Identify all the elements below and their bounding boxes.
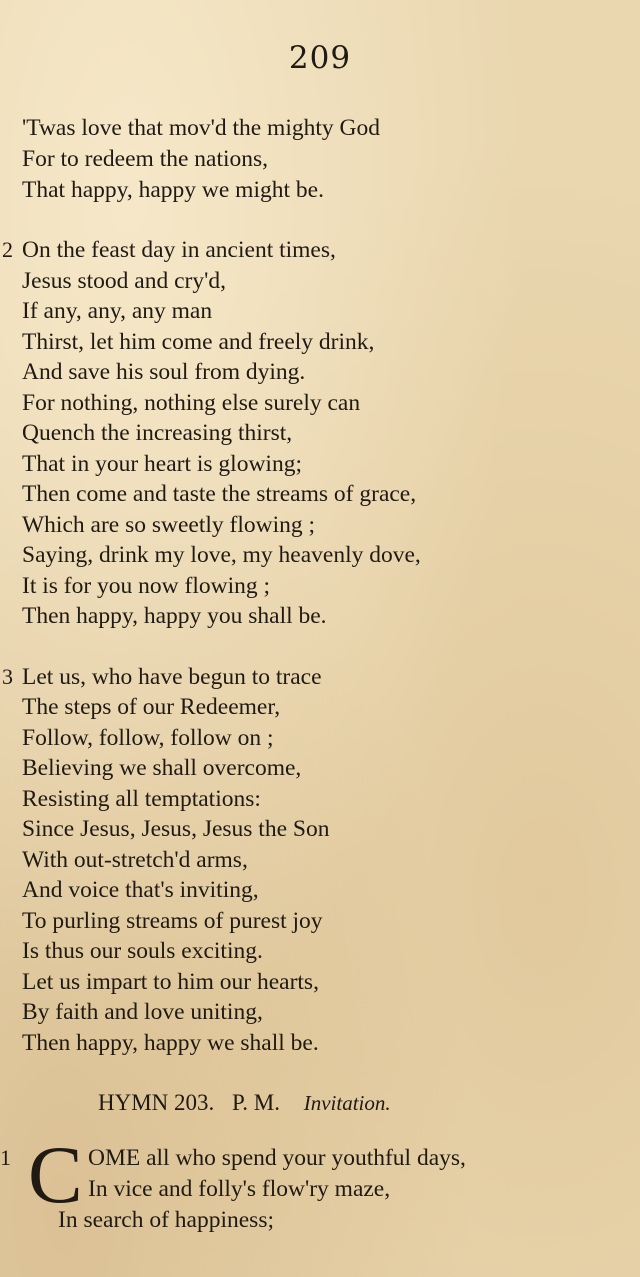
stanza-line: Follow, follow, follow on ;	[22, 725, 274, 751]
hymn-heading	[98, 1088, 391, 1118]
verse-number: 3	[2, 664, 13, 689]
stanza-line: Jesus stood and cry'd,	[22, 268, 226, 294]
stanza-line: Is thus our souls exciting.	[22, 938, 263, 964]
stanza-line: Then happy, happy we shall be.	[22, 1030, 319, 1056]
stanza-line: And voice that's inviting,	[22, 877, 259, 903]
stanza-line: Saying, drink my love, my heavenly dove,	[22, 542, 421, 568]
stanza-line: In search of happiness;	[58, 1207, 274, 1233]
stanza-line: Believing we shall overcome,	[22, 755, 302, 781]
stanza-line: Since Jesus, Jesus, Jesus the Son	[22, 816, 330, 842]
stanza-line: On the feast day in ancient times,	[22, 237, 336, 263]
hymn-meter: P. M.	[232, 1090, 280, 1115]
stanza-line: If any, any, any man	[22, 298, 213, 324]
stanza-line: And save his soul from dying.	[22, 359, 306, 385]
hymn-number: HYMN 203.	[98, 1090, 215, 1115]
stanza-line: That in your heart is glowing;	[22, 451, 302, 477]
stanza-line: Then happy, happy you shall be.	[22, 603, 327, 629]
drop-cap-letter: C	[28, 1129, 83, 1220]
stanza-line: In vice and folly's flow'ry maze,	[88, 1176, 391, 1202]
stanza-line: To purling streams of purest joy	[22, 908, 323, 934]
stanza-line: Then come and taste the streams of grace,	[22, 481, 417, 507]
stanza-line: Let us, who have begun to trace	[22, 664, 322, 690]
page-number: 209	[288, 40, 352, 76]
stanza-line: 'Twas love that mov'd the mighty God	[22, 115, 380, 141]
stanza-line: Quench the increasing thirst,	[22, 420, 293, 446]
stanza-line: By faith and love uniting,	[22, 999, 263, 1025]
stanza-line: That happy, happy we might be.	[22, 177, 324, 203]
stanza-line: It is for you now flowing ;	[22, 573, 271, 599]
stanza-line: For to redeem the nations,	[22, 146, 269, 172]
stanza-line: Let us impart to him our hearts,	[22, 969, 319, 995]
stanza-line: Which are so sweetly flowing ;	[22, 512, 316, 538]
stanza-line: The steps of our Redeemer,	[22, 694, 281, 720]
verse-number: 1	[0, 1145, 11, 1170]
stanza-line: With out-stretch'd arms,	[22, 847, 248, 873]
stanza-line: Resisting all temptations:	[22, 786, 261, 812]
stanza-line: Thirst, let him come and freely drink,	[22, 329, 375, 355]
hymn-theme: Invitation.	[303, 1091, 391, 1115]
stanza-line: OME all who spend your youthful days,	[88, 1145, 466, 1171]
stanza-line: For nothing, nothing else surely can	[22, 390, 361, 416]
verse-number: 2	[2, 237, 13, 262]
